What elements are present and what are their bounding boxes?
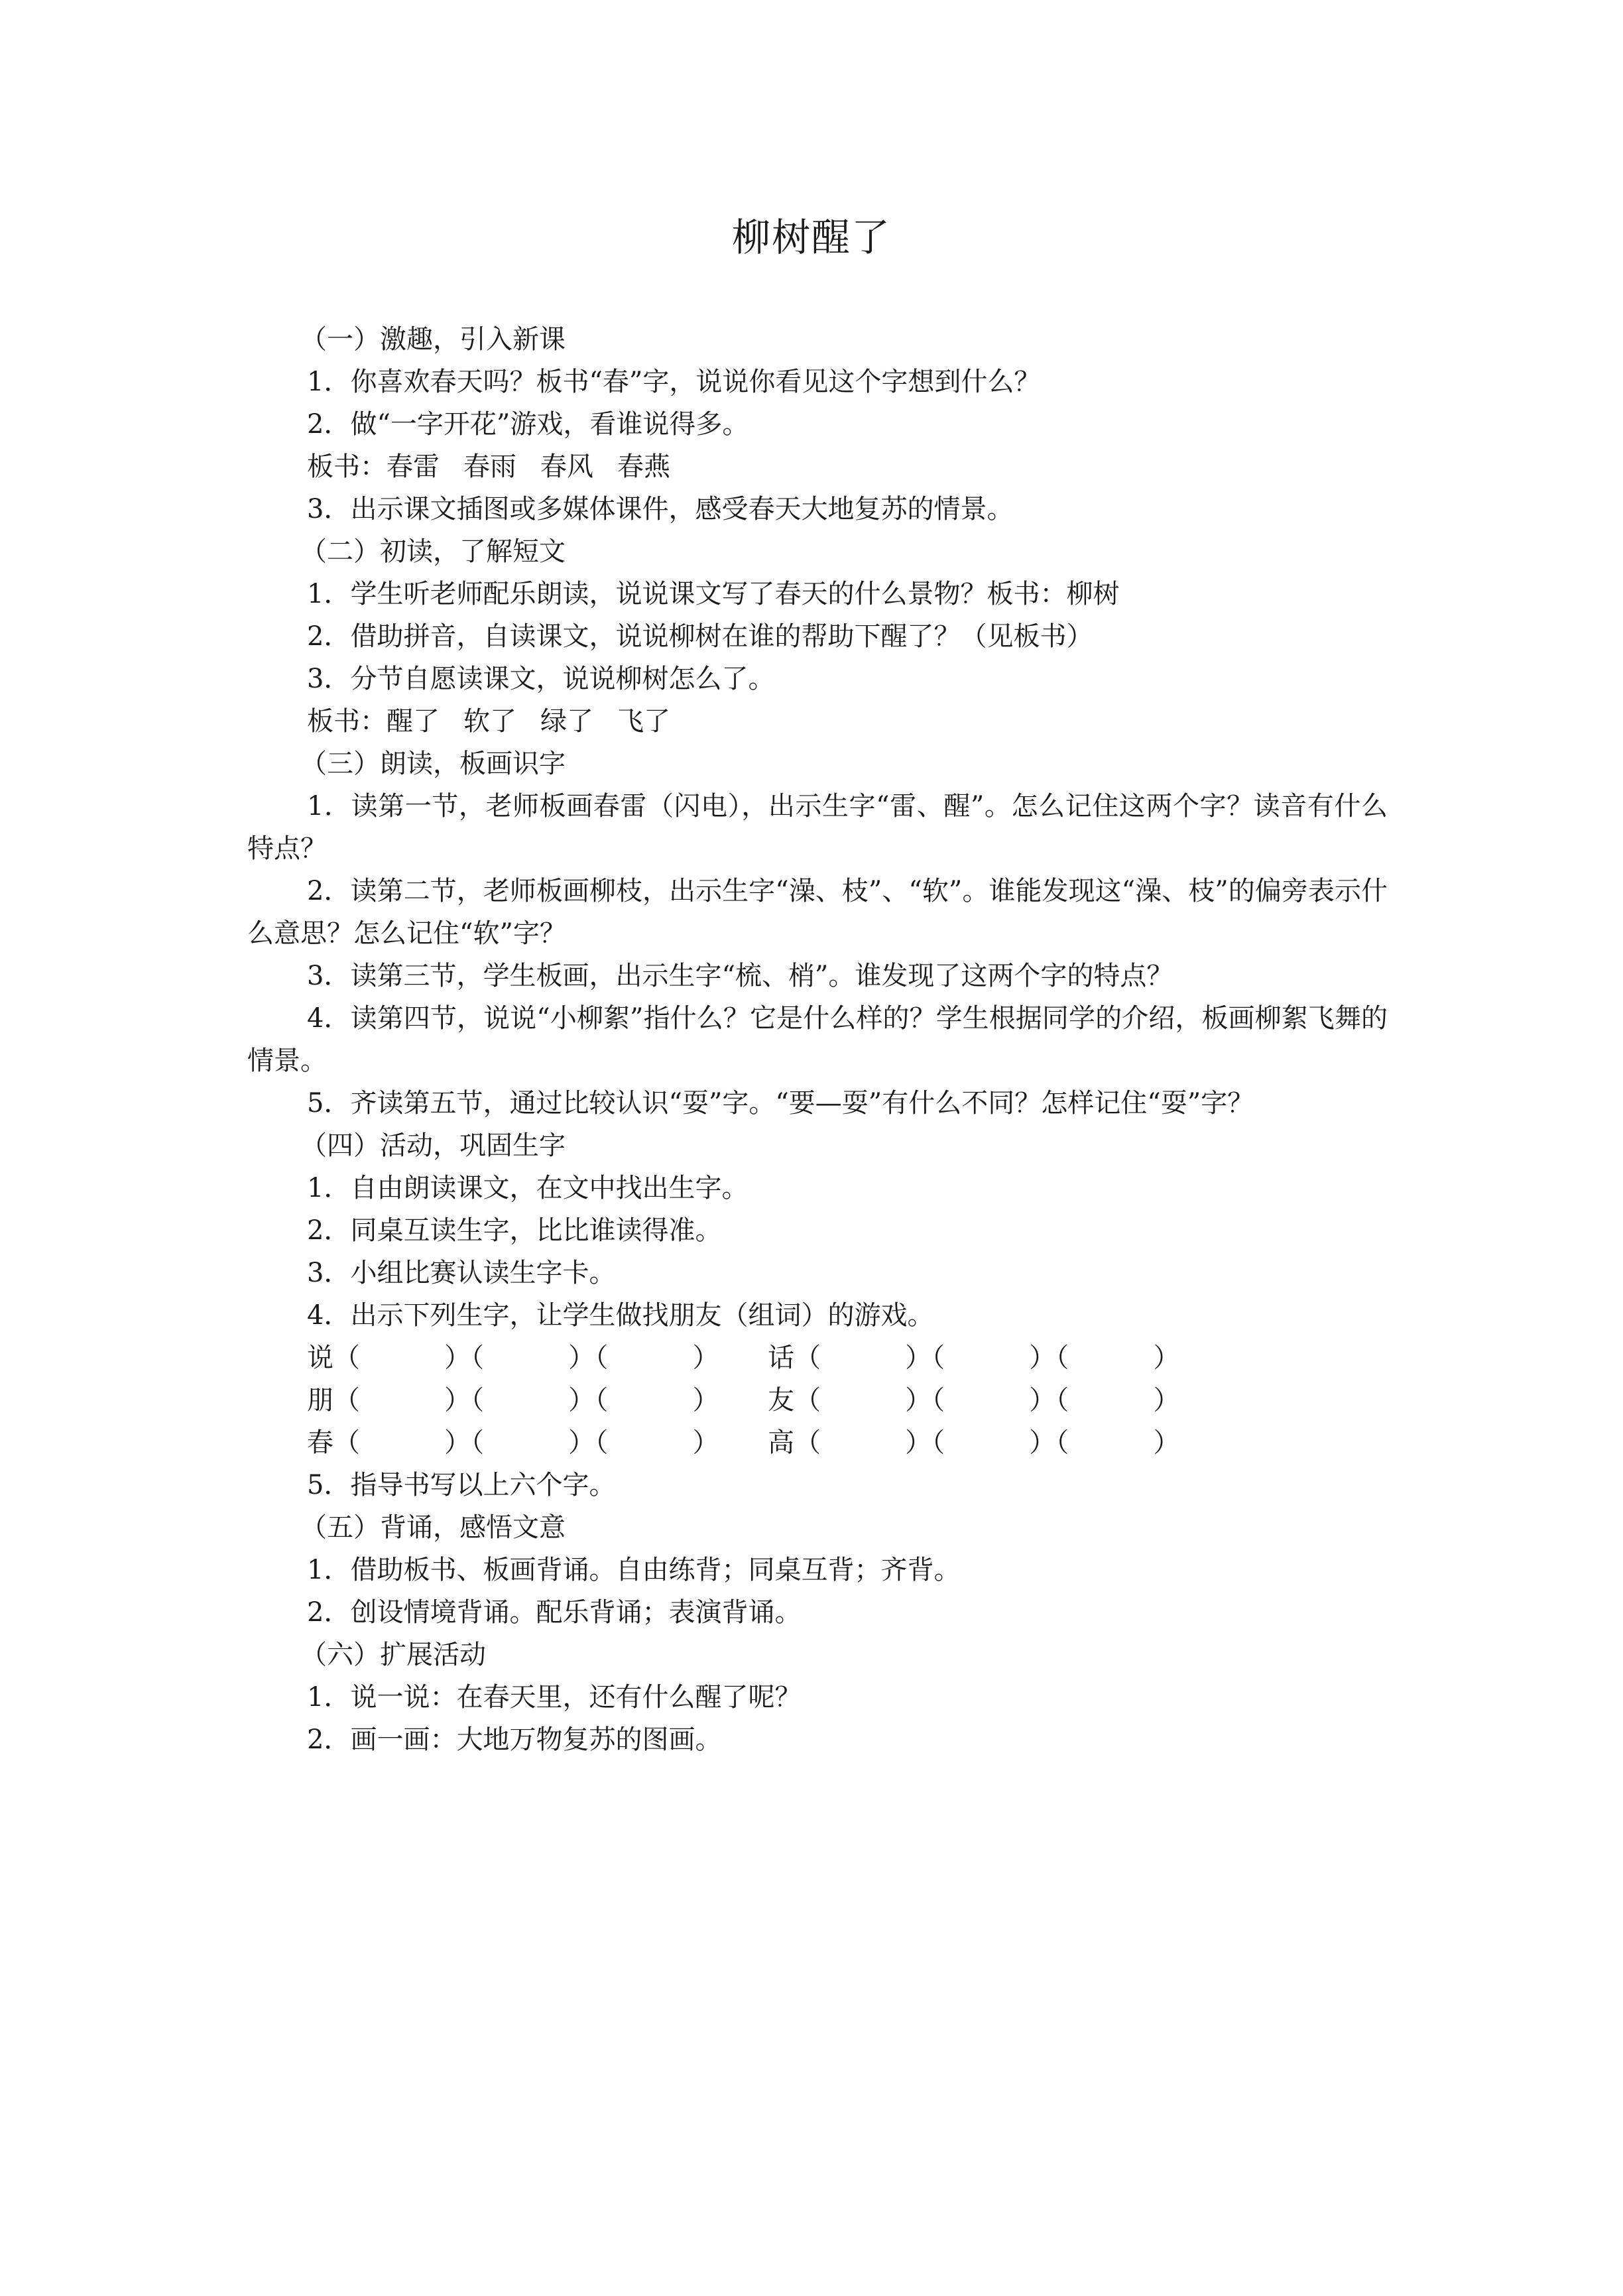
list-item: 2．同桌互读生字，比比谁读得准。: [307, 1215, 722, 1246]
word-grid-cell: 话（ ）（ ）（ ）: [768, 1343, 1180, 1373]
word-grid-row: [247, 1379, 1388, 1421]
paragraph: 5．齐读第五节，通过比较认识“耍”字。“要—耍”有什么不同？怎样记住“耍”字？: [307, 1088, 1254, 1118]
word-grid-cell: 友（ ）（ ）（ ）: [768, 1385, 1180, 1416]
list-item: 3．分节自愿读课文，说说柳树怎么了。: [307, 664, 775, 694]
list-item: 1．说一说：在春天里，还有什么醒了呢？: [307, 1682, 802, 1713]
board-word: 春燕: [617, 452, 670, 482]
board-word: 软了: [463, 706, 516, 737]
list-item: 5．指导书写以上六个字。: [307, 1470, 616, 1500]
list-item: 1．借助板书、板画背诵。自由练背；同桌互背；齐背。: [307, 1555, 961, 1585]
board-word: 春雨: [463, 452, 516, 482]
word-grid-row: [247, 1421, 1388, 1464]
list-item: 1．学生听老师配乐朗读，说说课文写了春天的什么景物？板书：柳树: [307, 579, 1120, 609]
board-word: 春风: [540, 452, 593, 482]
paragraph: 3．读第三节，学生板画，出示生字“梳、梢”。谁发现了这两个字的特点？: [307, 961, 1173, 991]
word-grid-row: [247, 1337, 1388, 1379]
list-item: 2．借助拼音，自读课文，说说柳树在谁的帮助下醒了？（见板书）: [307, 621, 1093, 652]
word-grid-cell: 高（ ）（ ）（ ）: [768, 1427, 1180, 1458]
paragraph: 1．读第一节，老师板画春雷（闪电），出示生字“雷、醒”。怎么记住这两个字？读音有什么特点？: [247, 791, 1388, 864]
list-item: 2．做“一字开花”游戏，看谁说得多。: [307, 409, 749, 440]
board-writing-2: [247, 700, 1388, 743]
list-item: 2．创设情境背诵。配乐背诵；表演背诵。: [307, 1597, 802, 1628]
list-item: 3．小组比赛认读生字卡。: [307, 1258, 616, 1288]
board-label: 板书：: [307, 452, 387, 482]
section-heading-4: （四）活动，巩固生字: [300, 1130, 566, 1161]
list-item: 1．自由朗读课文，在文中找出生字。: [307, 1173, 749, 1203]
word-grid-cell: 朋（ ）（ ）（ ）: [307, 1385, 719, 1416]
board-word: 绿了: [540, 706, 593, 737]
board-label: 板书：: [307, 706, 387, 737]
section-heading-1: （一）激趣，引入新课: [300, 324, 566, 355]
paragraph: 2．读第二节，老师板画柳枝，出示生字“澡、枝”、“软”。谁能发现这“澡、枝”的偏旁表示什么意思？怎么记住“软”字？: [247, 876, 1388, 949]
document-body: [247, 318, 1388, 1761]
word-grid-cell: 春（ ）（ ）（ ）: [307, 1427, 719, 1458]
board-word: 春雷: [387, 452, 440, 482]
section-heading-3: （三）朗读，板画识字: [300, 749, 566, 779]
list-item: 3．出示课文插图或多媒体课件，感受春天大地复苏的情景。: [307, 494, 1014, 524]
paragraph: 4．读第四节，说说“小柳絮”指什么？它是什么样的？学生根据同学的介绍，板画柳絮飞舞的情景。: [247, 1003, 1388, 1076]
list-item: 2．画一画：大地万物复苏的图画。: [307, 1724, 722, 1755]
list-item: 4．出示下列生字，让学生做找朋友（组词）的游戏。: [307, 1300, 934, 1331]
board-word: 醒了: [387, 706, 440, 737]
section-heading-5: （五）背诵，感悟文意: [300, 1512, 566, 1543]
word-grid-cell: 说（ ）（ ）（ ）: [307, 1343, 719, 1373]
page-title: 柳树醒了: [731, 215, 891, 260]
board-writing-1: [247, 446, 1388, 488]
board-word: 飞了: [617, 706, 670, 737]
list-item: 1．你喜欢春天吗？板书“春”字，说说你看见这个字想到什么？: [307, 367, 1041, 397]
section-heading-6: （六）扩展活动: [300, 1640, 486, 1670]
section-heading-2: （二）初读，了解短文: [300, 536, 566, 567]
